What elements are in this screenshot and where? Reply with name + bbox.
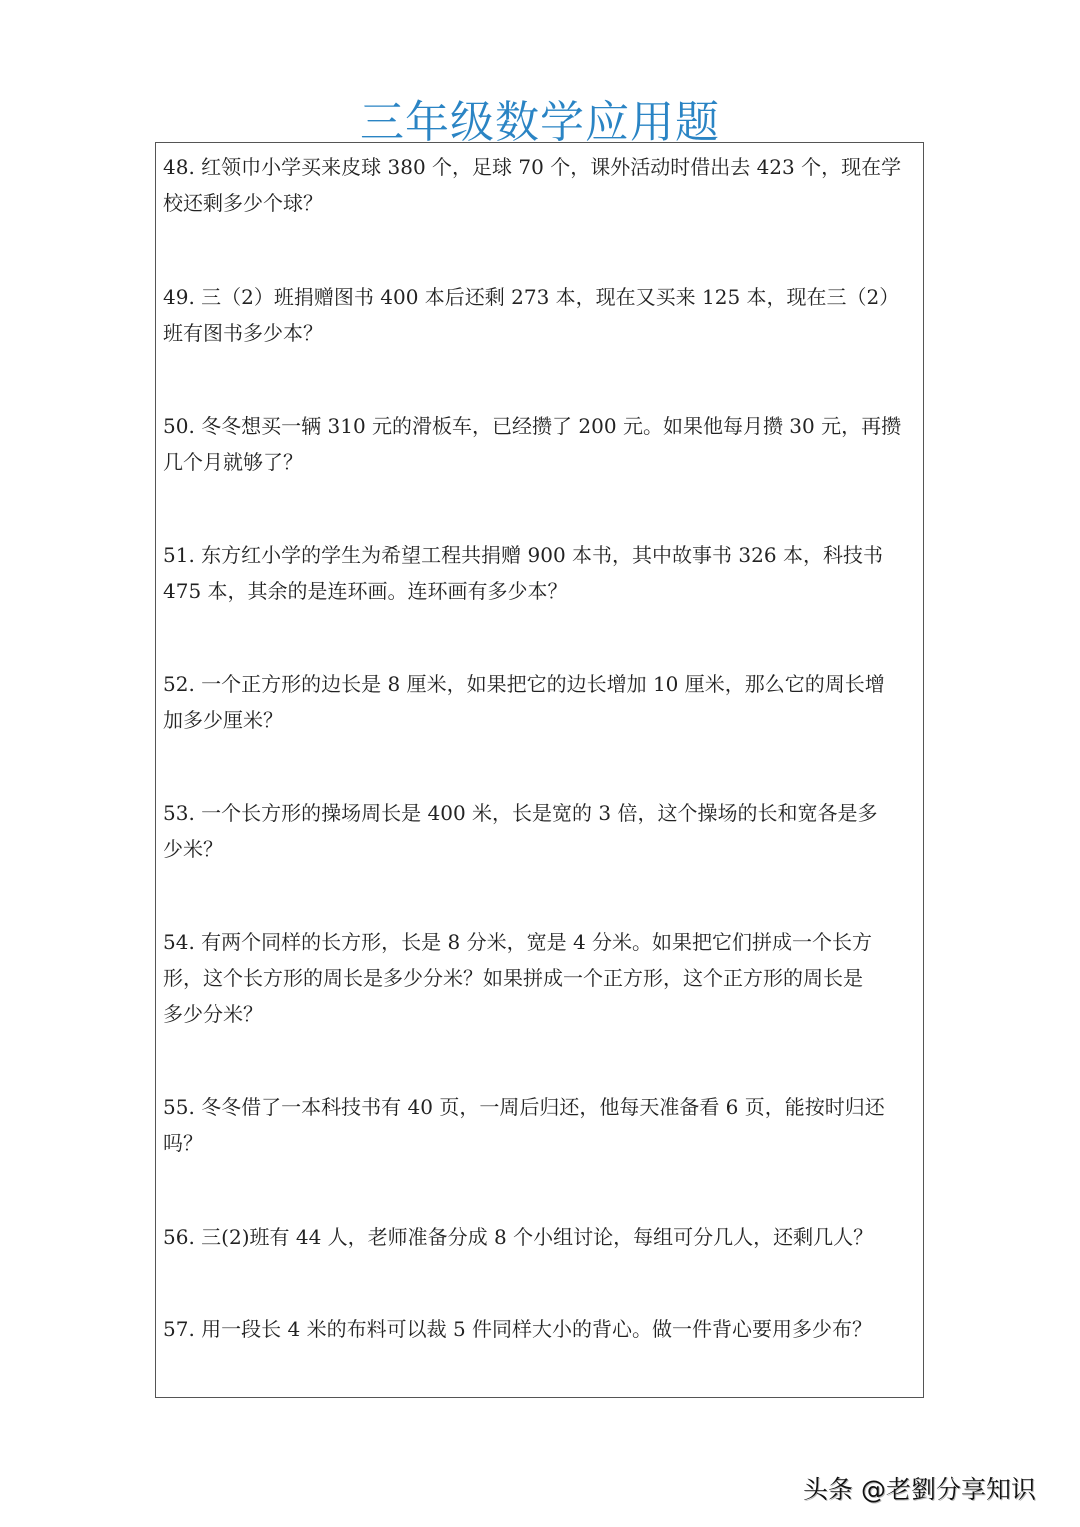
problem-50 [163,408,923,480]
watermark: 头条 @老劉分享知识 [803,1475,1036,1504]
page-title: 三年级数学应用题 [360,97,720,148]
problem-54 [163,924,923,1032]
problem-53 [163,795,923,867]
problem-line: 53. 一个长方形的操场周长是 400 米，长是宽的 3 倍，这个操场的长和宽各是多 [163,801,878,825]
problem-52 [163,666,923,738]
problem-line: 54. 有两个同样的长方形，长是 8 分米，宽是 4 分米。如果把它们拼成一个长方 [163,930,873,954]
problem-57 [163,1311,923,1347]
problem-line: 49. 三（2）班捐赠图书 400 本后还剩 273 本，现在又买来 125 本，现在三（2） [163,285,900,309]
problem-line: 55. 冬冬借了一本科技书有 40 页，一周后归还，他每天准备看 6 页，能按时归还 [163,1095,885,1119]
problem-48 [163,149,923,221]
problem-line: 475 本，其余的是连环画。连环画有多少本？ [163,579,568,603]
problem-line: 校还剩多少个球？ [163,191,323,215]
problem-line: 56. 三(2)班有 44 人，老师准备分成 8 个小组讨论，每组可分几人，还剩几人？ [163,1225,874,1249]
problem-line: 形，这个长方形的周长是多少分米？如果拼成一个正方形，这个正方形的周长是 [163,966,863,990]
problem-51 [163,537,923,609]
problem-line: 加多少厘米？ [163,708,283,732]
problem-line: 50. 冬冬想买一辆 310 元的滑板车，已经攒了 200 元。如果他每月攒 30 元，再攒 [163,414,902,438]
problem-line: 48. 红领巾小学买来皮球 380 个，足球 70 个，课外活动时借出去 423 个，现在学 [163,155,902,179]
problem-line: 多少分米？ [163,1002,263,1026]
problem-line: 51. 东方红小学的学生为希望工程共捐赠 900 本书，其中故事书 326 本，科技书 [163,543,883,567]
problem-line: 少米？ [163,837,223,861]
problem-55 [163,1089,923,1161]
problem-line: 几个月就够了？ [163,450,303,474]
problem-line: 班有图书多少本？ [163,321,323,345]
problem-49 [163,279,923,351]
problem-line: 52. 一个正方形的边长是 8 厘米，如果把它的边长增加 10 厘米，那么它的周长增 [163,672,885,696]
problem-line: 57. 用一段长 4 米的布料可以裁 5 件同样大小的背心。做一件背心要用多少布？ [163,1317,873,1341]
problem-line: 吗？ [163,1131,203,1155]
problem-56 [163,1219,923,1255]
